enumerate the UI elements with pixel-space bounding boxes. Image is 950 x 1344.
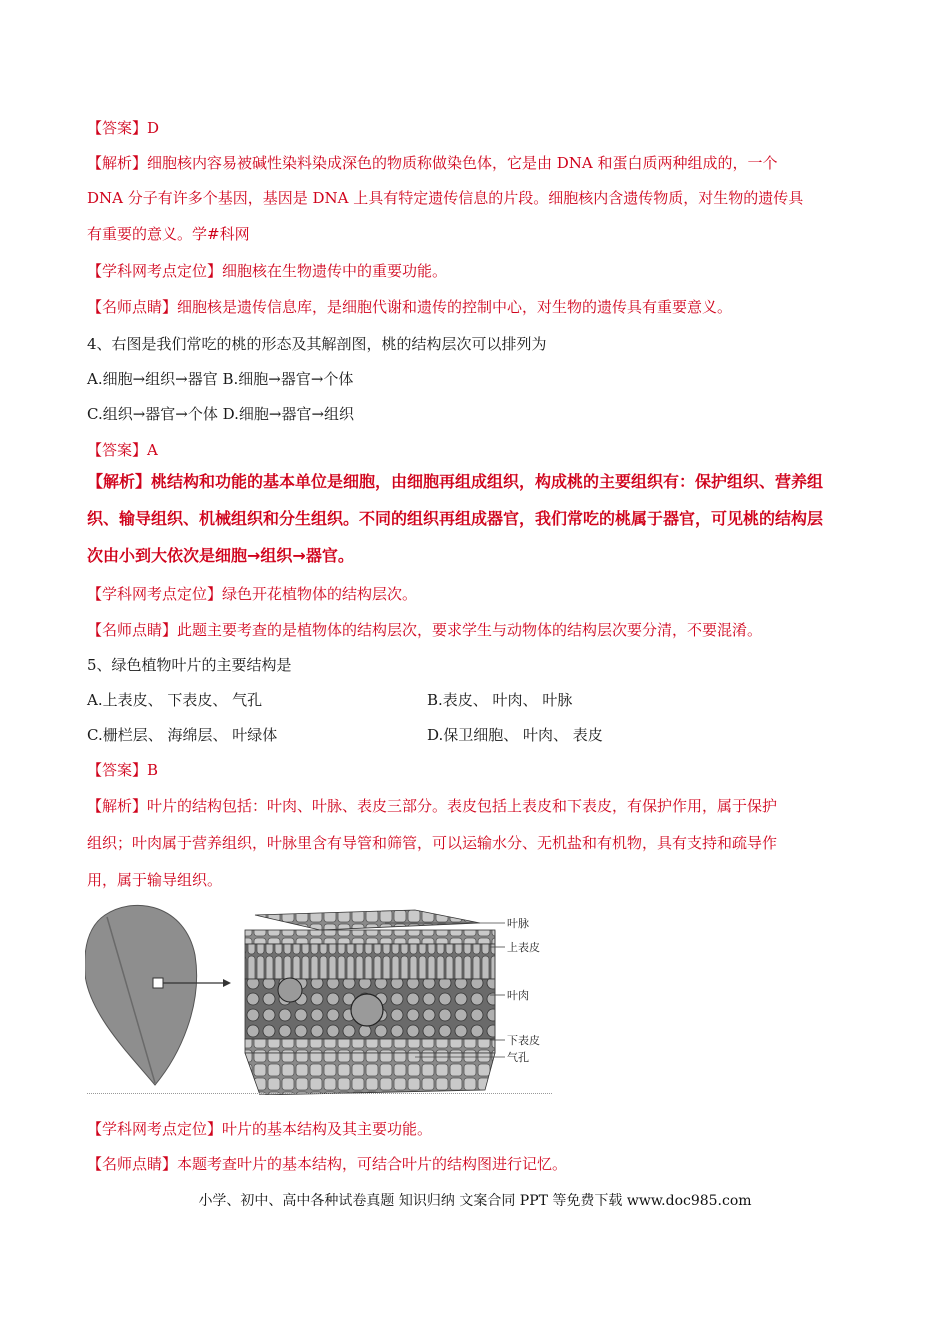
q4-knowledge: 【学科网考点定位】绿色开花植物体的结构层次。: [87, 585, 418, 603]
palisade-layer: [245, 944, 495, 979]
leaf-structure-figure: [85, 895, 555, 1095]
leaf-diagram: [85, 895, 555, 1095]
label-vein: 叶脉: [507, 917, 529, 930]
q4-analysis-line-2: 织、输导组织、机械组织和分生组织。不同的组织再组成器官，我们常吃的桃属于器官，可见桃的结构层: [87, 509, 824, 528]
q5-option-b: B.表皮、 叶肉、 叶脉: [427, 691, 573, 709]
leaf-sample-box: [153, 978, 163, 988]
figure-divider: [87, 1093, 552, 1094]
q4-options-ab: A.细胞→组织→器官 B.细胞→器官→个体: [87, 370, 354, 388]
q4-analysis-line-3: 次由小到大依次是细胞→组织→器官。: [87, 546, 354, 565]
q3-analysis-line-2: DNA 分子有许多个基因，基因是 DNA 上具有特定遗传信息的片段。细胞核内含遗传物质，对生物的遗传具: [87, 189, 804, 207]
q5-knowledge: 【学科网考点定位】叶片的基本结构及其主要功能。: [87, 1120, 433, 1138]
q3-analysis-line-3: 有重要的意义。学#科网: [87, 225, 250, 243]
q4-options-cd: C.组织→器官→个体 D.细胞→器官→组织: [87, 405, 355, 423]
q5-option-a: A.上表皮、 下表皮、 气孔: [87, 691, 263, 709]
q5-analysis-line-1: 【解析】叶片的结构包括：叶肉、叶脉、表皮三部分。表皮包括上表皮和下表皮，有保护作用，属于保护: [87, 797, 778, 815]
label-stoma: 气孔: [507, 1051, 529, 1064]
label-lower-epidermis: 下表皮: [507, 1034, 540, 1047]
q5-option-d: D.保卫细胞、 叶肉、 表皮: [427, 726, 603, 744]
q3-answer: 【答案】D: [87, 119, 160, 137]
q3-tip: 【名师点睛】细胞核是遗传信息库，是细胞代谢和遗传的控制中心，对生物的遗传具有重要意义。: [87, 298, 733, 316]
q4-analysis-line-1: 【解析】桃结构和功能的基本单位是细胞，由细胞再组成组织，构成桃的主要组织有：保护组织、营养组: [87, 472, 824, 491]
lower-epidermis: [245, 1039, 495, 1053]
q5-analysis-line-3: 用，属于输导组织。: [87, 871, 223, 889]
q3-analysis-line-1: 【解析】细胞核内容易被碱性染料染成深色的物质称做染色体，它是由 DNA 和蛋白质两种组成的，一个: [87, 154, 778, 172]
upper-epidermis: [245, 930, 495, 944]
label-upper-epidermis: 上表皮: [507, 941, 540, 954]
q3-knowledge: 【学科网考点定位】细胞核在生物遗传中的重要功能。: [87, 262, 448, 280]
q5-answer: 【答案】B: [87, 761, 159, 779]
q4-tip: 【名师点睛】此题主要考查的是植物体的结构层次，要求学生与动物体的结构层次要分清，不要混淆。: [87, 621, 763, 639]
q5-option-c: C.栅栏层、 海绵层、 叶绿体: [87, 726, 278, 744]
label-mesophyll: 叶肉: [507, 989, 529, 1002]
q4-question: 4、右图是我们常吃的桃的形态及其解剖图，桃的结构层次可以排列为: [87, 335, 547, 353]
leaf-outline: [85, 905, 197, 1085]
q5-analysis-line-2: 组织；叶肉属于营养组织，叶脉里含有导管和筛管，可以运输水分、无机盐和有机物，具有支持和疏导作: [87, 834, 778, 852]
page-footer: 小学、初中、高中各种试卷真题 知识归纳 文案合同 PPT 等免费下载 www.doc985.com: [198, 1193, 752, 1209]
q4-answer: 【答案】A: [87, 441, 158, 459]
q5-tip: 【名师点睛】本题考查叶片的基本结构，可结合叶片的结构图进行记忆。: [87, 1155, 568, 1173]
q5-question: 5、绿色植物叶片的主要结构是: [87, 656, 292, 674]
vein-bundle: [351, 994, 383, 1026]
